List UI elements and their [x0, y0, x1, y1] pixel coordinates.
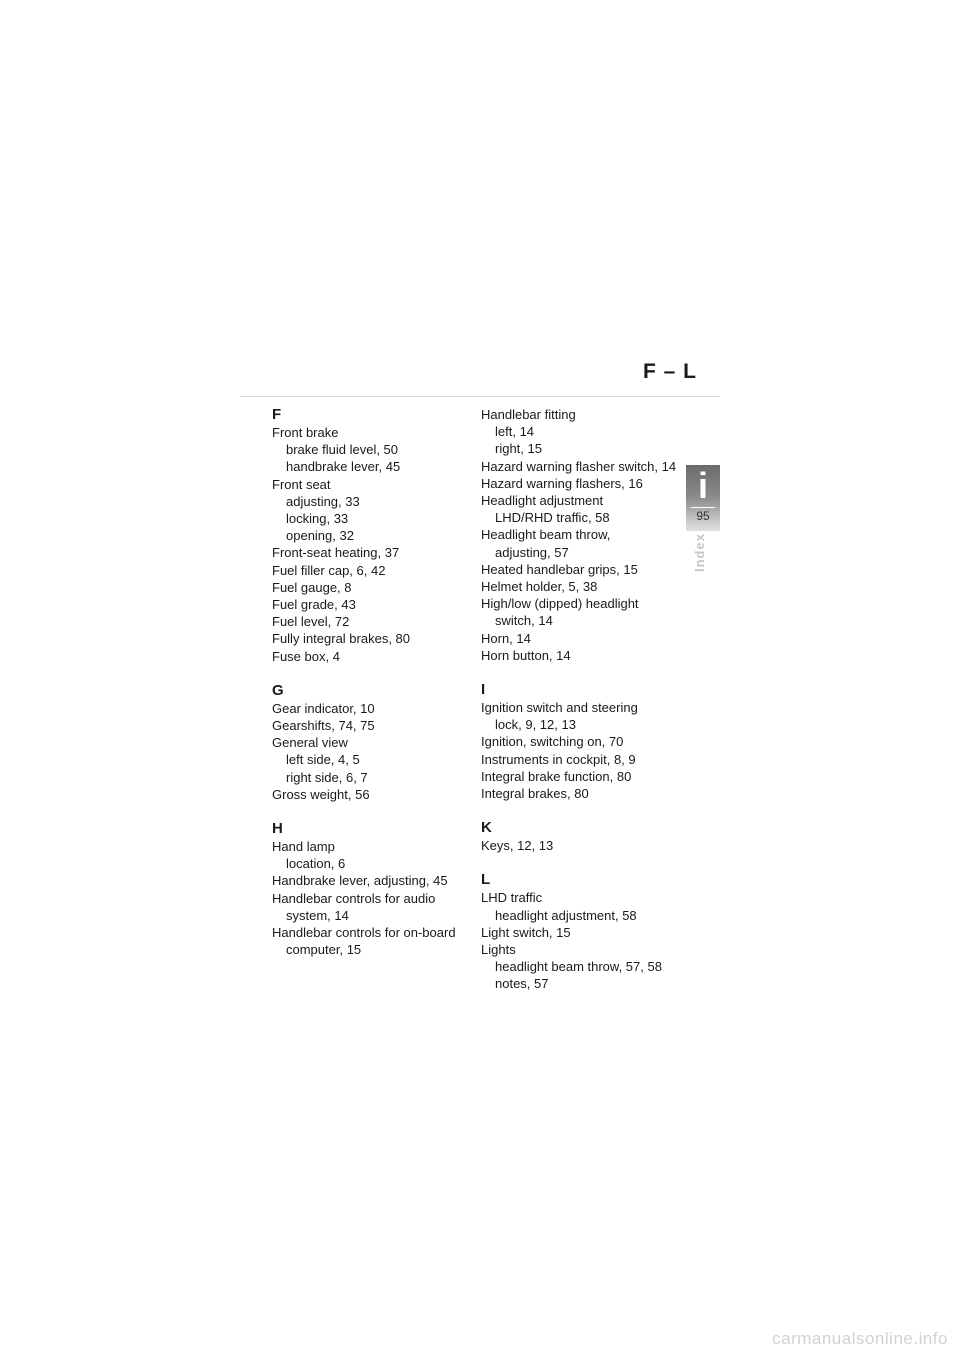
index-entry: Fuel gauge, 8 [272, 579, 352, 595]
index-entry: Gearshifts, 74, 75 [272, 718, 375, 734]
section-letter: G [272, 681, 284, 699]
index-entry: Front-seat heating, 37 [272, 545, 400, 561]
index-entry: Horn button, 14 [481, 647, 571, 663]
index-subentry: location, 6 [286, 856, 346, 872]
index-entry: Ignition switch and steering [481, 700, 638, 716]
index-subentry: left side, 4, 5 [286, 752, 360, 768]
index-entry: Gear indicator, 10 [272, 700, 375, 716]
index-entry: Heated handlebar grips, 15 [481, 561, 638, 577]
section-letter: F [272, 406, 282, 423]
index-entry: Handlebar controls for on-board [272, 925, 456, 941]
index-entry: Handlebar controls for audio [272, 890, 436, 906]
index-section [481, 681, 681, 802]
index-section [272, 820, 472, 958]
index-entry: General view [272, 735, 348, 751]
page-title: F – L [642, 360, 697, 383]
index-entry: Light switch, 15 [481, 924, 571, 940]
index-section [481, 871, 681, 992]
index-entry: Lights [481, 942, 516, 958]
index-subentry: left, 14 [495, 424, 535, 440]
index-entry: Keys, 12, 13 [481, 838, 554, 854]
index-entry: Handlebar fitting [481, 407, 576, 422]
section-letter: K [481, 819, 492, 837]
index-entry: Fuse box, 4 [272, 648, 340, 664]
index-column-right [481, 406, 681, 993]
index-subentry: headlight beam throw, 57, 58 [495, 959, 662, 975]
index-section [272, 406, 472, 665]
index-subentry: switch, 14 [495, 613, 553, 629]
index-subentry: LHD/RHD traffic, 58 [495, 510, 610, 526]
index-subentry: right side, 6, 7 [286, 769, 368, 785]
index-entry: Fuel grade, 43 [272, 597, 356, 613]
index-subentry: opening, 32 [286, 528, 354, 544]
index-subentry: adjusting, 57 [495, 544, 569, 560]
index-subentry: system, 14 [286, 907, 349, 923]
index-entry: Fuel filler cap, 6, 42 [272, 562, 386, 578]
index-section [272, 682, 472, 803]
header-divider [240, 396, 720, 397]
index-entry: High/low (dipped) headlight [481, 596, 639, 612]
index-subentry: right, 15 [495, 441, 542, 457]
index-subentry: locking, 33 [286, 511, 349, 527]
section-letter: I [481, 681, 486, 699]
index-entry: Horn, 14 [481, 630, 531, 646]
watermark: carmanualsonline.info [772, 1329, 948, 1348]
index-entry: Gross weight, 56 [272, 786, 370, 802]
index-subentry: brake fluid level, 50 [286, 442, 399, 458]
index-entry: Front brake [272, 425, 339, 440]
index-subentry: lock, 9, 12, 13 [495, 717, 576, 733]
side-section-label: Index [692, 533, 707, 572]
index-entry: Fuel level, 72 [272, 614, 350, 630]
index-column-left [272, 406, 472, 958]
index-entry: Ignition, switching on, 70 [481, 734, 624, 750]
index-section [481, 819, 681, 854]
index-entry: LHD traffic [481, 890, 543, 906]
index-subentry: handbrake lever, 45 [286, 459, 401, 475]
index-section-tab [686, 465, 720, 531]
index-subentry: computer, 15 [286, 942, 362, 958]
index-entry: Headlight beam throw, [481, 527, 611, 543]
index-entry: Headlight adjustment [481, 493, 604, 509]
index-entry: Front seat [272, 476, 331, 492]
info-icon: i [697, 465, 708, 506]
index-section [481, 406, 681, 664]
index-subentry: notes, 57 [495, 976, 549, 992]
page-number: 95 [696, 509, 710, 523]
index-subentry: headlight adjustment, 58 [495, 907, 637, 923]
index-entry: Handbrake lever, adjusting, 45 [272, 873, 448, 889]
section-letter: L [481, 871, 491, 889]
index-entry: Instruments in cockpit, 8, 9 [481, 751, 636, 767]
section-letter: H [272, 820, 283, 838]
index-entry: Helmet holder, 5, 38 [481, 579, 598, 595]
index-subentry: adjusting, 33 [286, 493, 360, 509]
tab-divider [691, 507, 715, 508]
index-entry: Integral brake function, 80 [481, 768, 632, 784]
index-entry: Fully integral brakes, 80 [272, 631, 411, 647]
index-entry: Hazard warning flashers, 16 [481, 475, 643, 491]
index-entry: Integral brakes, 80 [481, 786, 589, 802]
index-entry: Hazard warning flasher switch, 14 [481, 458, 677, 474]
index-entry: Hand lamp [272, 839, 335, 855]
